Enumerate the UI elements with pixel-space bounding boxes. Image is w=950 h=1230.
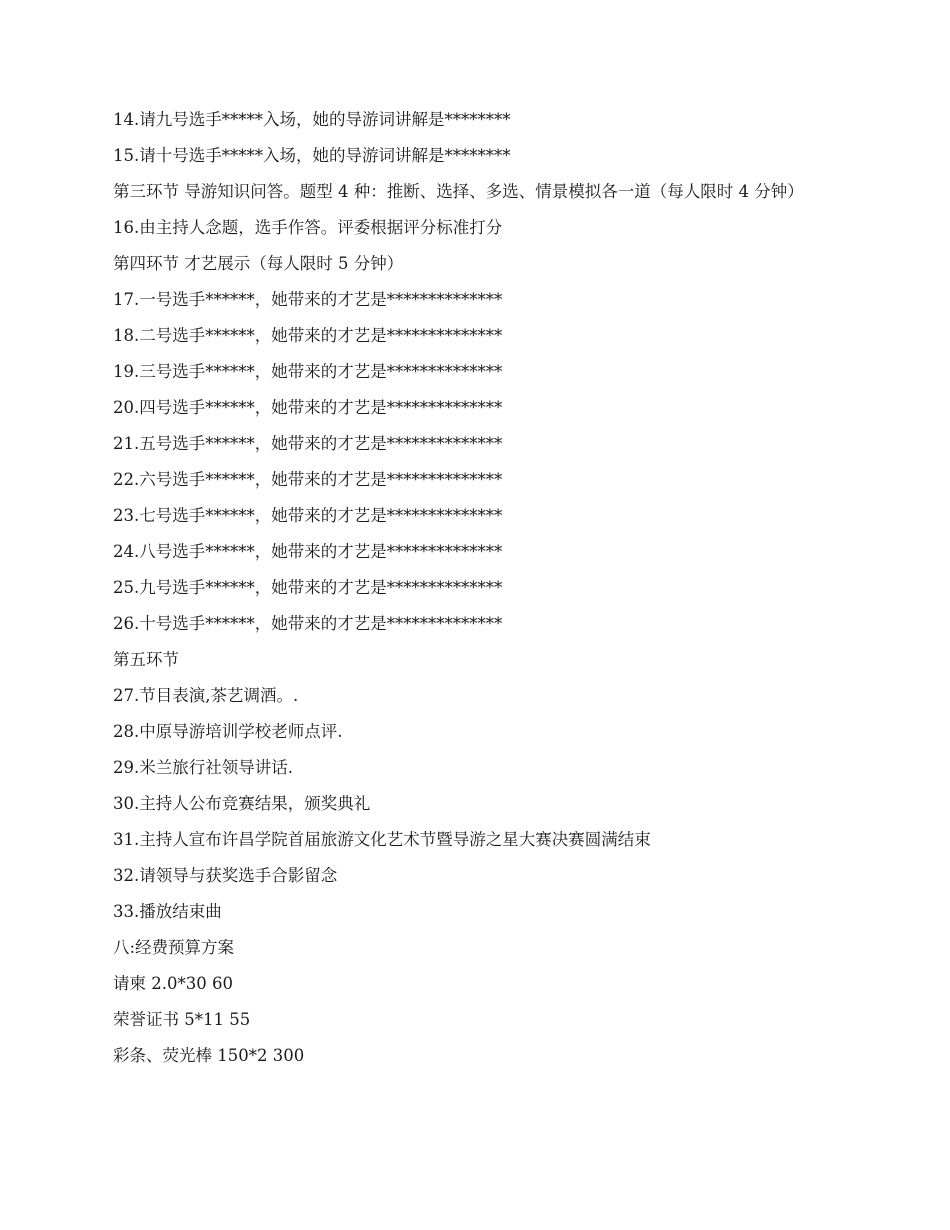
paragraph: 18.二号选手******，她带来的才艺是************** bbox=[113, 326, 503, 345]
paragraph: 30.主持人公布竞赛结果，颁奖典礼 bbox=[113, 794, 371, 813]
section-heading: 八:经费预算方案 bbox=[113, 938, 235, 957]
paragraph: 17.一号选手******，她带来的才艺是************** bbox=[113, 290, 503, 309]
paragraph: 27.节目表演,茶艺调酒。. bbox=[113, 686, 299, 705]
paragraph: 19.三号选手******，她带来的才艺是************** bbox=[113, 362, 503, 381]
budget-line: 荣誉证书 5*11 55 bbox=[113, 1010, 251, 1029]
paragraph: 24.八号选手******，她带来的才艺是************** bbox=[113, 542, 503, 561]
paragraph: 29.米兰旅行社领导讲话. bbox=[113, 758, 293, 777]
paragraph: 21.五号选手******，她带来的才艺是************** bbox=[113, 434, 503, 453]
paragraph: 15.请十号选手*****入场，她的导游词讲解是******** bbox=[113, 146, 511, 165]
section-heading: 第五环节 bbox=[113, 650, 179, 669]
paragraph: 16.由主持人念题，选手作答。评委根据评分标准打分 bbox=[113, 218, 503, 237]
paragraph: 22.六号选手******，她带来的才艺是************** bbox=[113, 470, 503, 489]
paragraph: 31.主持人宣布许昌学院首届旅游文化艺术节暨导游之星大赛决赛圆满结束 bbox=[113, 830, 651, 849]
paragraph: 25.九号选手******，她带来的才艺是************** bbox=[113, 578, 503, 597]
section-heading: 第四环节 才艺展示（每人限时 5 分钟） bbox=[113, 254, 404, 273]
paragraph: 28.中原导游培训学校老师点评. bbox=[113, 722, 343, 741]
paragraph: 33.播放结束曲 bbox=[113, 902, 222, 921]
paragraph: 14.请九号选手*****入场，她的导游词讲解是******** bbox=[113, 110, 511, 129]
paragraph: 20.四号选手******，她带来的才艺是************** bbox=[113, 398, 503, 417]
budget-line: 彩条、荧光棒 150*2 300 bbox=[113, 1046, 305, 1065]
budget-line: 请柬 2.0*30 60 bbox=[113, 974, 233, 993]
section-heading: 第三环节 导游知识问答。题型 4 种：推断、选择、多选、情景模拟各一道（每人限时 4 分钟） bbox=[113, 182, 804, 201]
paragraph: 23.七号选手******，她带来的才艺是************** bbox=[113, 506, 503, 525]
document-body bbox=[113, 110, 838, 1082]
paragraph: 32.请领导与获奖选手合影留念 bbox=[113, 866, 338, 885]
paragraph: 26.十号选手******，她带来的才艺是************** bbox=[113, 614, 503, 633]
